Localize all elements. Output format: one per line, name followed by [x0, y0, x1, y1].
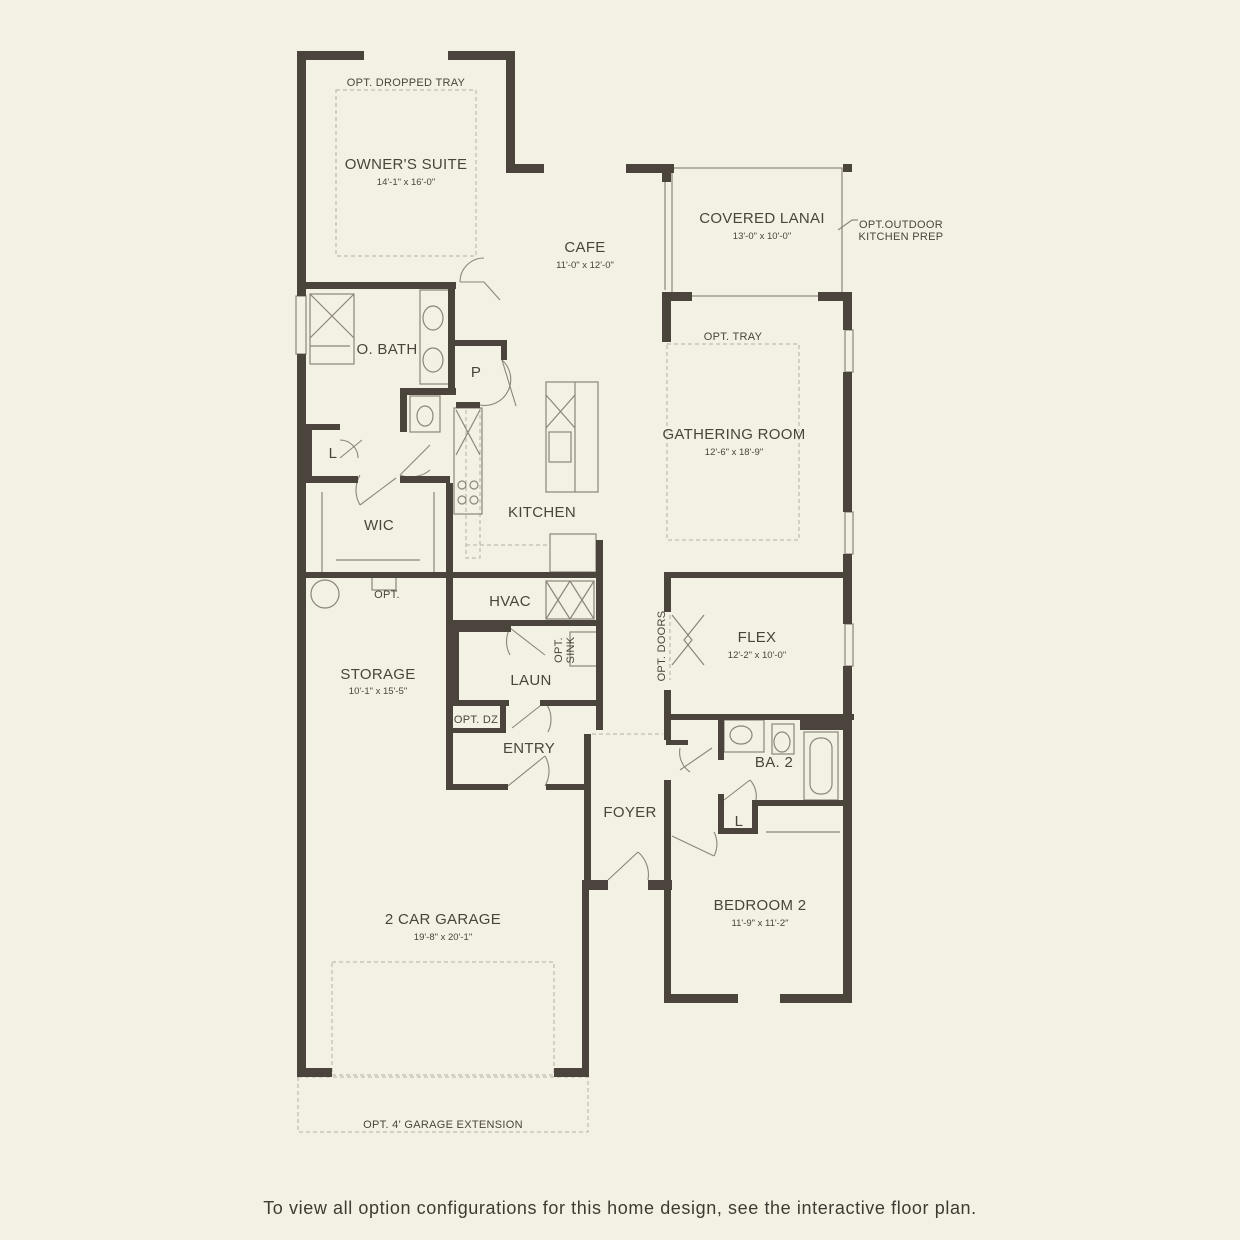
note-garage-extension: OPT. 4' GARAGE EXTENSION	[363, 1119, 523, 1131]
room-linen-owner: L	[328, 445, 338, 462]
room-storage: STORAGE	[340, 666, 416, 683]
room-kitchen: KITCHEN	[508, 504, 576, 521]
dim-bedroom-2: 11'-9" x 11'-2"	[731, 918, 789, 929]
note-opt-tray: OPT. TRAY	[703, 331, 763, 343]
dim-garage: 19'-8" x 20'-1"	[413, 932, 473, 943]
note-opt-storage: OPT.	[374, 589, 400, 601]
room-entry: ENTRY	[502, 740, 556, 757]
dim-storage: 10'-1" x 15'-5"	[348, 686, 408, 697]
dim-flex: 12'-2" x 10'-0"	[727, 650, 787, 661]
optional-outlines	[298, 90, 799, 1132]
room-hvac: HVAC	[489, 593, 531, 610]
room-ba2: BA. 2	[754, 754, 794, 771]
room-covered-lanai: COVERED LANAI	[699, 210, 825, 227]
note-dropped-tray: OPT. DROPPED TRAY	[346, 77, 466, 89]
room-owners-suite: OWNER'S SUITE	[344, 156, 468, 173]
room-flex: FLEX	[737, 629, 777, 646]
room-gathering-room: GATHERING ROOM	[662, 426, 806, 443]
note-opt-dz: OPT. DZ	[453, 714, 499, 726]
room-o-bath: O. BATH	[356, 341, 418, 358]
note-opt-sink-2: SINK	[565, 636, 577, 664]
room-foyer: FOYER	[603, 804, 657, 821]
dim-owners-suite: 14'-1" x 16'-0"	[376, 177, 436, 188]
note-opt-doors: OPT. DOORS	[656, 610, 668, 682]
room-bedroom-2: BEDROOM 2	[713, 897, 807, 914]
note-outdoor-kitchen: OPT.OUTDOOR	[859, 219, 943, 231]
dim-cafe: 11'-0" x 12'-0"	[556, 260, 614, 271]
dim-covered-lanai: 13'-0" x 10'-0"	[732, 231, 792, 242]
room-laun: LAUN	[510, 672, 552, 689]
room-linen-hall: L	[734, 813, 744, 830]
room-wic: WIC	[363, 517, 395, 534]
room-cafe: CAFE	[564, 239, 606, 256]
dim-gathering-room: 12'-6" x 18'-9"	[704, 447, 764, 458]
room-pantry: P	[470, 364, 482, 381]
footer-note: To view all option configurations for this home design, see the interactive floor plan.	[263, 1198, 977, 1218]
note-opt-sink-1: OPT.	[553, 637, 565, 663]
note-kitchen-prep: KITCHEN PREP	[858, 231, 944, 243]
room-garage: 2 CAR GARAGE	[384, 911, 502, 928]
